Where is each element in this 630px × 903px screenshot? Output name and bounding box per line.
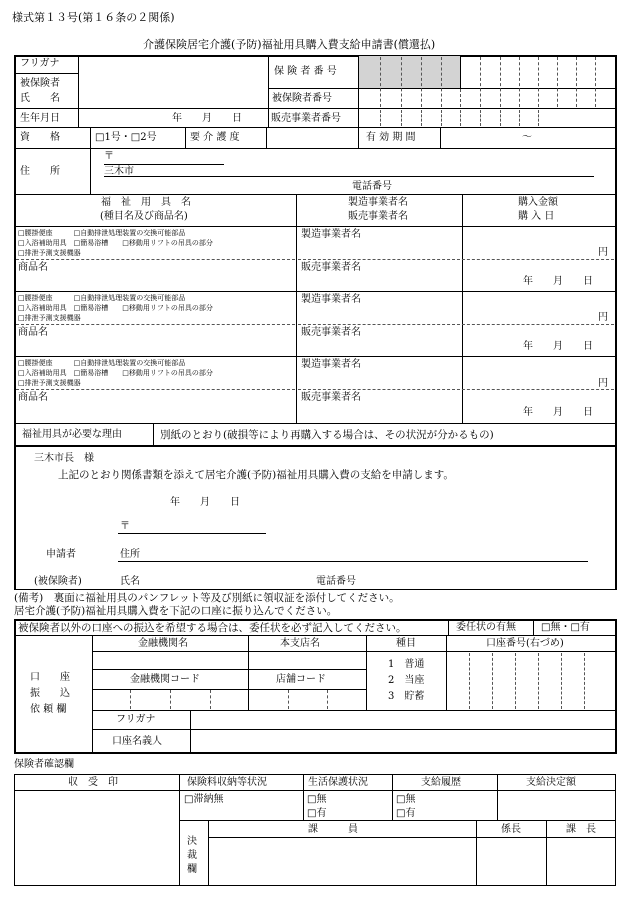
welfare-none-checkbox[interactable]: □無 [307, 794, 327, 805]
items-header-maker: 製造事業者名 [348, 197, 408, 208]
receipt-stamp-label: 収 受 印 [68, 777, 118, 788]
item1-maker-label: 製造事業者名 [301, 229, 361, 240]
bank-side-1: 口 座 [30, 672, 70, 683]
item3-category-1[interactable]: □腰掛便座 □自動排泄処理装置の交換可能部品 [18, 359, 186, 367]
item2-product-label: 商品名 [18, 327, 48, 338]
item3-yen: 円 [598, 378, 608, 389]
items-header-name: 福 祉 用 具 名 [101, 197, 191, 208]
bank-code-label: 金融機関コード [130, 674, 200, 685]
item2-yen: 円 [598, 312, 608, 323]
item3-category-3[interactable]: □排泄予測支援機器 [18, 379, 81, 387]
application-date: 年 月 日 [170, 497, 240, 508]
items-header-seller: 販売事業者名 [348, 211, 408, 222]
note-1: (備考) 裏面に福祉用具のパンフレット等及び別紙に領収証を添付してください。 [14, 592, 400, 604]
no-arrears-checkbox[interactable]: □滞納無 [184, 794, 224, 805]
item3-category-2[interactable]: □入浴補助用具 □簡易浴槽 □移動用リフトの吊具の部分 [18, 369, 213, 377]
postal-mark: 〒 [104, 151, 114, 162]
item3-date: 年 月 日 [523, 407, 593, 418]
account-kind-label: 種目 [396, 638, 416, 649]
city-name: 三木市 [104, 166, 134, 177]
valid-period-label: 有 効 期 間 [366, 132, 416, 143]
items-header-sub: (種目名及び商品名) [100, 211, 188, 222]
applicant-address-label: 住所 [120, 549, 140, 560]
manager-label: 課 長 [566, 824, 596, 835]
address-label: 住 所 [20, 166, 60, 177]
items-header-price: 購入金額 [518, 197, 558, 208]
bank-name-label: 金融機関名 [138, 638, 188, 649]
reason-value: 別紙のとおり(破損等により再購入する場合は、その状況が分かるもの) [160, 429, 494, 441]
kind-option-1[interactable]: 1 普通 [388, 659, 425, 670]
qualification-label: 資 格 [20, 132, 60, 143]
item1-seller-label: 販売事業者名 [301, 262, 361, 273]
item3-product-label: 商品名 [18, 392, 48, 403]
approval-label-2: 裁 [187, 850, 197, 861]
branch-name-label: 本支店名 [280, 638, 320, 649]
applicant-insured-label: (被保険者) [34, 576, 82, 587]
holder-furigana-label: フリガナ [116, 714, 156, 725]
bank-side-2: 振 込 [30, 688, 70, 699]
proxy-options[interactable]: □無・□有 [541, 622, 590, 633]
chief-label: 係長 [501, 824, 521, 835]
bank-side-3: 依 頼 欄 [30, 704, 67, 715]
items-header-date: 購 入 日 [518, 211, 555, 222]
account-number-label: 口座番号(右づめ) [486, 638, 564, 649]
furigana-label: フリガナ [20, 58, 60, 69]
phone-label: 電話番号 [352, 181, 392, 192]
bank-instruction: 被保険者以外の口座への振込を希望する場合は、委任状を必ず記入してください。 [18, 622, 407, 634]
payment-history-label: 支給履歴 [421, 777, 461, 788]
account-holder-label: 口座名義人 [112, 736, 162, 747]
birth-format: 年 月 日 [172, 113, 242, 124]
qualification-options[interactable]: □1号・□2号 [95, 132, 157, 143]
form-number: 様式第１３号(第１６条の２関係) [12, 11, 175, 24]
birth-label: 生年月日 [20, 113, 60, 124]
period-tilde: ～ [522, 132, 532, 143]
applicant-name-label: 氏名 [120, 576, 140, 587]
history-yes-checkbox[interactable]: □有 [396, 808, 416, 819]
applicant-postal: 〒 [120, 521, 130, 532]
item1-date: 年 月 日 [523, 276, 593, 287]
item1-yen: 円 [598, 247, 608, 258]
kind-option-2[interactable]: 2 当座 [388, 675, 425, 686]
item2-category-1[interactable]: □腰掛便座 □自動排泄処理装置の交換可能部品 [18, 294, 186, 302]
note-2: 居宅介護(予防)福祉用具購入費を下記の口座に振り込んでください。 [14, 605, 338, 617]
payment-decision-label: 支給決定額 [526, 777, 576, 788]
item2-date: 年 月 日 [523, 341, 593, 352]
item3-seller-label: 販売事業者名 [301, 392, 361, 403]
vendor-number-label: 販売事業者番号 [271, 113, 341, 124]
approval-label-3: 欄 [187, 864, 197, 875]
kind-option-3[interactable]: 3 貯蓄 [388, 691, 425, 702]
approval-label-1: 決 [187, 836, 197, 847]
proxy-label: 委任状の有無 [456, 622, 516, 633]
applicant-label: 申請者 [46, 549, 76, 560]
welfare-status-label: 生活保護状況 [308, 777, 368, 788]
insurer-section-title: 保険者確認欄 [14, 759, 74, 770]
item2-category-3[interactable]: □排泄予測支援機器 [18, 314, 81, 322]
form-title: 介護保険居宅介護(予防)福祉用具購入費支給申請書(償還払) [143, 38, 436, 51]
item2-category-2[interactable]: □入浴補助用具 □簡易浴槽 □移動用リフトの吊具の部分 [18, 304, 213, 312]
reason-label: 福祉用具が必要な理由 [22, 429, 122, 440]
item2-maker-label: 製造事業者名 [301, 294, 361, 305]
insurer-number-label: 保 険 者 番 号 [274, 66, 337, 77]
welfare-yes-checkbox[interactable]: □有 [307, 808, 327, 819]
application-statement: 上記のとおり関係書類を添えて居宅介護(予防)福祉用具購入費の支給を申請します。 [58, 469, 454, 481]
care-level-label: 要 介 護 度 [190, 132, 240, 143]
premium-status-label: 保険料収納等状況 [187, 777, 267, 788]
insured-name-label: 被保険者 [20, 78, 60, 89]
item1-product-label: 商品名 [18, 262, 48, 273]
branch-code-label: 店舗コード [276, 674, 326, 685]
clerk-label: 課 員 [308, 824, 358, 835]
item1-category-3[interactable]: □排泄予測支援機器 [18, 249, 81, 257]
item2-seller-label: 販売事業者名 [301, 327, 361, 338]
item1-category-1[interactable]: □腰掛便座 □自動排泄処理装置の交換可能部品 [18, 229, 186, 237]
insured-number-label: 被保険者番号 [272, 93, 332, 104]
item1-category-2[interactable]: □入浴補助用具 □簡易浴槽 □移動用リフトの吊具の部分 [18, 239, 213, 247]
item3-maker-label: 製造事業者名 [301, 359, 361, 370]
history-none-checkbox[interactable]: □無 [396, 794, 416, 805]
applicant-phone-label: 電話番号 [316, 576, 356, 587]
addressee: 三木市長 様 [34, 453, 94, 464]
insured-name-label-2: 氏 名 [20, 93, 60, 104]
